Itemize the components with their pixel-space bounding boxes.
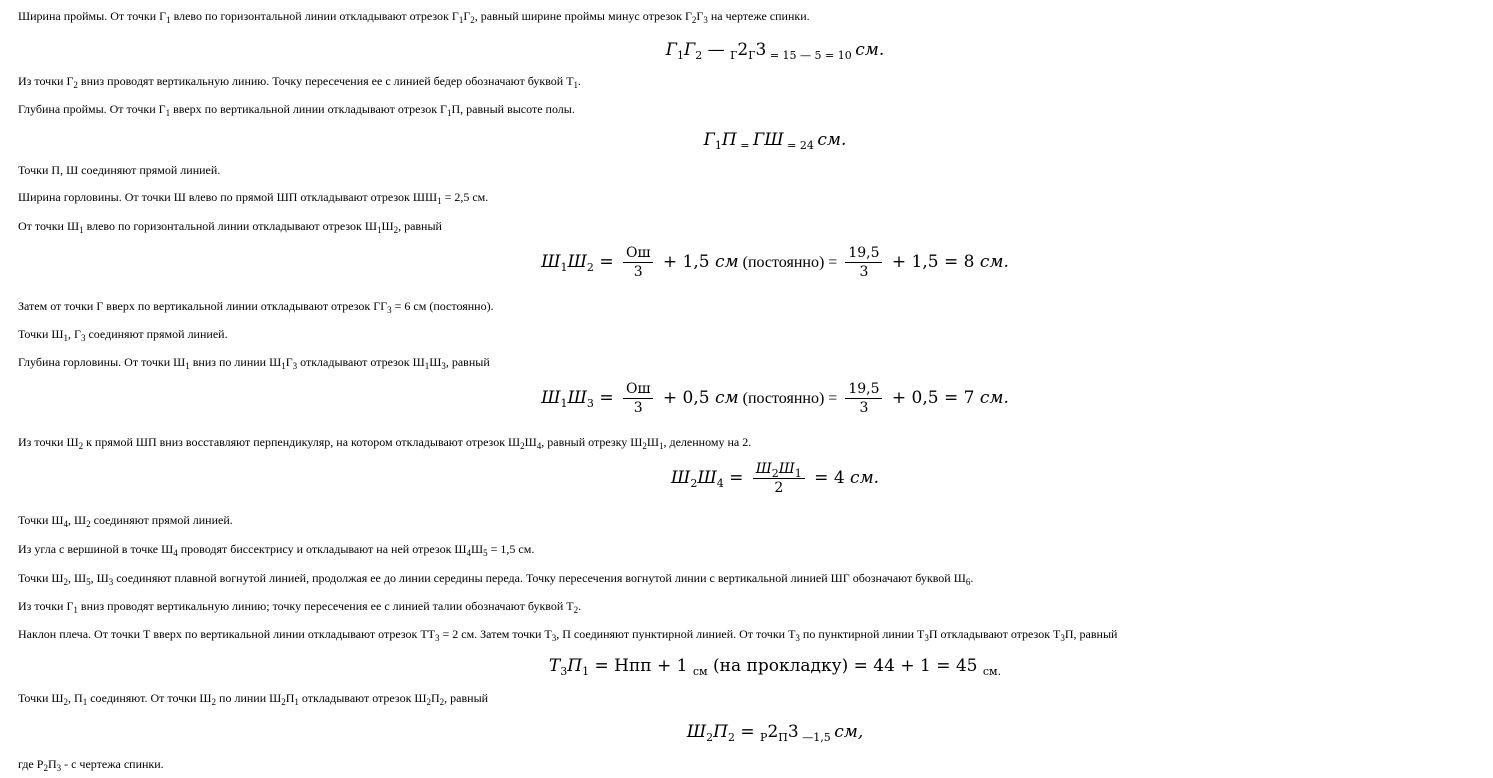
text-run: , равный ширине проймы минус отрезок Г [474, 9, 692, 23]
text-run: = 2 см. Затем точки Т [439, 627, 552, 641]
formula-symbol: Г [684, 40, 696, 60]
text-run: Ш [755, 461, 772, 477]
text-run: Точки П, Ш соединяют прямой линией. [18, 163, 221, 177]
subscript: 3 [1060, 633, 1065, 643]
paragraph-perpendicular [18, 435, 751, 449]
fraction-numerator: 19,5 [845, 380, 882, 399]
text-run: Точки Ш [18, 327, 64, 341]
text-run: откладывают отрезок Ш [297, 355, 425, 369]
subscript: 3 [441, 361, 446, 371]
subscript: 1 [458, 15, 464, 25]
text-run: , равный [398, 219, 442, 233]
text-run: Глубина проймы. От точки Г [18, 102, 166, 116]
fraction-19-5-3 [845, 380, 882, 417]
text-run: на чертеже спинки. [707, 9, 810, 23]
subscript: 1 [677, 49, 684, 62]
subscript: 2 [63, 577, 69, 587]
subscript: —1,5 [798, 731, 835, 744]
text-run: = 2,5 см. [441, 190, 489, 204]
formula-sh1sh2 [0, 244, 1493, 281]
text-run: по пунктирной линии Т [799, 627, 925, 641]
paragraph-neck-depth [18, 355, 490, 369]
formula-part: + 0,5 = 7 [886, 388, 980, 408]
formula-g1p [0, 130, 1493, 150]
formula-symbol: Г [703, 130, 715, 150]
formula-symbol: П [721, 130, 737, 150]
subscript: 2 [771, 467, 779, 480]
fraction-numerator: 19,5 [845, 244, 882, 263]
text-run: П, равный [1064, 627, 1118, 641]
fraction-19-5-3 [845, 244, 882, 281]
paragraph-points-sh2-p1 [18, 691, 488, 705]
subscript: 1 [376, 225, 382, 235]
subscript: 2 [78, 441, 84, 451]
formula-symbol: ГШ [752, 130, 784, 150]
subscript: 3 [586, 397, 594, 410]
text-run: влево по горизонтальной линии откладывают отрезок Ш [83, 219, 377, 233]
subscript: 3 [56, 763, 62, 773]
subscript: 4 [173, 548, 178, 558]
subscript: 1 [281, 361, 286, 371]
subscript: 1 [185, 361, 190, 371]
formula-eq: = [723, 468, 749, 488]
paragraph-gg3 [18, 299, 494, 313]
text-run: , равный отрезку Ш [541, 435, 643, 449]
subscript: 5 [483, 548, 488, 558]
text-run: . [578, 599, 582, 613]
text-run: , равный [444, 691, 489, 705]
subscript: Р [760, 731, 768, 744]
text-run: , Ш [68, 571, 87, 585]
subscript: П [778, 731, 788, 744]
text-run: Ш [541, 388, 561, 408]
subscript: 2 [690, 477, 698, 490]
formula-unit: см. [850, 468, 880, 488]
subscript: 4 [63, 519, 69, 529]
subscript: Г [748, 49, 756, 62]
text-run: , деленному на 2. [663, 435, 752, 449]
subscript: 1 [714, 139, 722, 152]
subscript: 1 [63, 333, 69, 343]
text-run: Ширина горловины. От точки Ш влево по прямой ШП откладывают отрезок ШШ [18, 190, 438, 204]
paragraph-points-sh4-sh2 [18, 513, 233, 527]
subscript: 3 [551, 633, 557, 643]
fraction-denominator: 3 [633, 400, 643, 416]
formula-sh2sh4 [0, 460, 1493, 497]
subscript: 2 [727, 731, 735, 744]
formula-t3p1 [0, 656, 1493, 676]
text-run: Из угла с вершиной в точке Ш [18, 542, 174, 556]
text-run: влево по горизонтальной линии откладывают отрезок Г [170, 9, 459, 23]
subscript: 2 [695, 49, 703, 62]
formula-part: 2 [767, 722, 779, 742]
fraction-osh-3 [623, 380, 654, 417]
subscript: 5 [86, 577, 91, 587]
text-run: Ш [567, 252, 587, 272]
subscript: 3 [703, 15, 708, 25]
subscript: 1 [582, 665, 590, 678]
subscript: 2 [520, 441, 525, 451]
paragraph-concave-line [18, 571, 973, 585]
text-run: соединяют прямой линией. [90, 513, 233, 527]
paragraph-from-back-draft [18, 757, 164, 771]
formula-part: — [702, 40, 731, 60]
text-run: Ш [524, 435, 537, 449]
subscript: 2 [43, 763, 48, 773]
formula-lhs [541, 388, 594, 408]
subscript: 1 [560, 397, 568, 410]
text-run: вниз проводят вертикальную линию; точку пересечения ее с линией талии обозначают буквой Т [77, 599, 574, 613]
text-run: соединяют прямой линией. [85, 327, 228, 341]
paragraph-armhole-depth [18, 102, 575, 116]
text-run: , П соединяют пунктирной линией. От точки Т [556, 627, 796, 641]
subscript: 2 [470, 15, 475, 25]
formula-part: = 4 [808, 468, 851, 488]
formula-symbol: Т [548, 656, 561, 676]
paragraph-shoulder-slope [18, 627, 1117, 641]
subscript: 2 [439, 697, 445, 707]
subscript: 3 [924, 633, 929, 643]
subscript: 2 [706, 731, 714, 744]
text-run: Ш [567, 388, 587, 408]
subscript: 3 [795, 633, 800, 643]
text-run: Затем от точки Г вверх по вертикальной линии откладывают отрезок ГГ [18, 299, 388, 313]
formula-unit: см. [979, 252, 1009, 272]
formula-unit: см [714, 388, 739, 408]
subscript: 1 [424, 361, 430, 371]
fraction-sh2sh1-2 [753, 460, 805, 497]
text-run: соединяют плавной вогнутой линией, продолжая ее до линии середины переда. Точку пересечения вогнутой линии с вертикальной линией ШГ обозначают буквой Ш [113, 571, 966, 585]
formula-eq: = [593, 388, 619, 408]
subscript: = 24 [783, 139, 818, 152]
subscript: см [692, 665, 708, 678]
fraction-numerator: Ош [623, 244, 654, 263]
text-run: , равный [445, 355, 490, 369]
subscript: 2 [573, 605, 579, 615]
subscript: 1 [165, 108, 171, 118]
paragraph-points-sh1-g3 [18, 327, 228, 341]
fraction-osh-3 [623, 244, 654, 281]
paragraph-points-p-sh [18, 163, 220, 177]
subscript: = [736, 139, 753, 152]
text-run: вверх по вертикальной линии откладывают отрезок Г [170, 102, 447, 116]
paragraph-bisector [18, 542, 534, 556]
formula-part: = Нпп + 1 [589, 656, 693, 676]
formula-lhs [541, 252, 594, 272]
fraction-denominator: 3 [859, 400, 869, 416]
subscript: 1 [82, 697, 88, 707]
text-run: Ш [646, 435, 659, 449]
formula-eq: = [593, 252, 619, 272]
text-run: Глубина горловины. От точки Ш [18, 355, 186, 369]
subscript: 2 [63, 697, 69, 707]
subscript: 6 [965, 577, 971, 587]
subscript: 2 [211, 697, 217, 707]
formula-part: 2 [737, 40, 749, 60]
formula-part: + 1,5 = 8 [886, 252, 980, 272]
text-run: П, равный высоте полы. [451, 102, 575, 116]
formula-note: (постоянно) = [738, 390, 842, 407]
text-run: Точки Ш [18, 513, 64, 527]
subscript: 1 [447, 108, 452, 118]
subscript: 4 [536, 441, 542, 451]
fraction-denominator: 2 [774, 480, 784, 496]
text-run: Ш [471, 542, 484, 556]
subscript: 3 [434, 633, 440, 643]
subscript: 3 [108, 577, 114, 587]
text-run: = 1,5 см. [487, 542, 535, 556]
formula-sh1sh3 [0, 380, 1493, 417]
text-run: Ш [697, 468, 717, 488]
text-run: вниз по линии Ш [189, 355, 282, 369]
text-run: Ширина проймы. От точки Г [18, 9, 167, 23]
text-run: Г [285, 355, 293, 369]
subscript: 1 [794, 467, 802, 480]
formula-symbol: П [567, 656, 583, 676]
subscript: 3 [80, 333, 86, 343]
paragraph-line-t1 [18, 74, 581, 88]
formula-part: (на прокладку) = 44 + 1 = 45 [707, 656, 983, 676]
subscript: 4 [466, 548, 472, 558]
text-run: П [285, 691, 295, 705]
subscript: Г [730, 49, 738, 62]
formula-symbol: П [713, 722, 728, 742]
text-run: к прямой ШП вниз восставляют перпендикуляр, на котором откладывают отрезок Ш [83, 435, 521, 449]
text-run: От точки Ш [18, 219, 80, 233]
formula-sh2p2 [0, 722, 1493, 742]
text-run: проводят биссектрису и откладывают на ней отрезок Ш [177, 542, 467, 556]
text-run: соединяют. От точки Ш [87, 691, 212, 705]
subscript: 2 [86, 519, 91, 529]
text-run: Из точки Г [18, 599, 74, 613]
text-run: . [578, 74, 582, 88]
text-run: Г [463, 9, 471, 23]
text-run: Ш [381, 219, 394, 233]
formula-part: + 0,5 [657, 388, 715, 408]
text-run: , П [68, 691, 83, 705]
formula-unit: см [714, 252, 739, 272]
text-run: вниз проводят вертикальную линию. Точку пересечения ее с линией бедер обозначают буквой Т [77, 74, 574, 88]
formula-g1g2 [0, 40, 1493, 60]
paragraph-line-t2 [18, 599, 581, 613]
formula-symbol: см. [817, 130, 847, 150]
text-run: Ш [778, 461, 795, 477]
formula-symbol: см. [855, 40, 885, 60]
text-run: , Ш [68, 513, 87, 527]
text-run: Из точки Г [18, 74, 74, 88]
formula-part: + 1,5 [657, 252, 715, 272]
formula-part: 3 [755, 40, 767, 60]
text-run: = 6 см (постоянно). [391, 299, 494, 313]
subscript: 1 [560, 261, 568, 274]
formula-symbol: Ш [686, 722, 707, 742]
subscript: 1 [573, 80, 579, 90]
subscript: 2 [73, 80, 78, 90]
subscript: 1 [166, 15, 171, 25]
fraction-numerator: Ош [623, 380, 654, 399]
formula-unit: см. [979, 388, 1009, 408]
subscript: 2 [393, 225, 399, 235]
subscript: 2 [426, 697, 431, 707]
subscript: 1 [437, 196, 442, 206]
subscript: 2 [642, 441, 647, 451]
subscript: 1 [658, 441, 664, 451]
text-run: П [431, 691, 440, 705]
paragraph-sh1sh2 [18, 219, 442, 233]
text-run: откладывают отрезок Ш [298, 691, 427, 705]
subscript: 1 [294, 697, 299, 707]
text-run: Г [696, 9, 704, 23]
text-run: П [47, 757, 57, 771]
text-run: Ш [429, 355, 442, 369]
fraction-denominator: 3 [859, 264, 869, 280]
text-run: П откладывают отрезок Т [928, 627, 1061, 641]
text-run: Из точки Ш [18, 435, 79, 449]
formula-lhs [671, 468, 724, 488]
subscript: 1 [73, 605, 78, 615]
paragraph-neck-width [18, 190, 488, 204]
subscript: 3 [387, 305, 392, 315]
text-run: где Р [18, 757, 44, 771]
formula-symbol: Г [665, 40, 677, 60]
text-run: Точки Ш [18, 571, 64, 585]
text-run: . [970, 571, 974, 585]
subscript: 2 [281, 697, 286, 707]
formula-note: (постоянно) = [738, 254, 842, 271]
text-run: Ш [670, 468, 691, 488]
fraction-denominator: 3 [633, 264, 643, 280]
subscript: см. [982, 665, 1002, 678]
text-run: Наклон плеча. От точки Т вверх по вертикальной линии откладывают отрезок ТТ [18, 627, 435, 641]
subscript: 3 [560, 665, 568, 678]
subscript: 2 [586, 261, 594, 274]
text-run: , Ш [90, 571, 109, 585]
formula-part: = [734, 722, 761, 742]
text-run: Точки Ш [18, 691, 64, 705]
subscript: 1 [79, 225, 84, 235]
subscript: 2 [691, 15, 697, 25]
text-run: по линии Ш [216, 691, 282, 705]
subscript: 3 [292, 361, 298, 371]
formula-part: 3 [787, 722, 799, 742]
subscript: = 15 — 5 = 10 [766, 49, 856, 62]
text-run: , Г [68, 327, 81, 341]
fraction-numerator [753, 460, 805, 479]
subscript: 4 [716, 477, 724, 490]
formula-symbol: см, [834, 722, 864, 742]
text-run: - с чертежа спинки. [61, 757, 164, 771]
text-run: Ш [541, 252, 561, 272]
paragraph-armhole-width [18, 9, 810, 23]
